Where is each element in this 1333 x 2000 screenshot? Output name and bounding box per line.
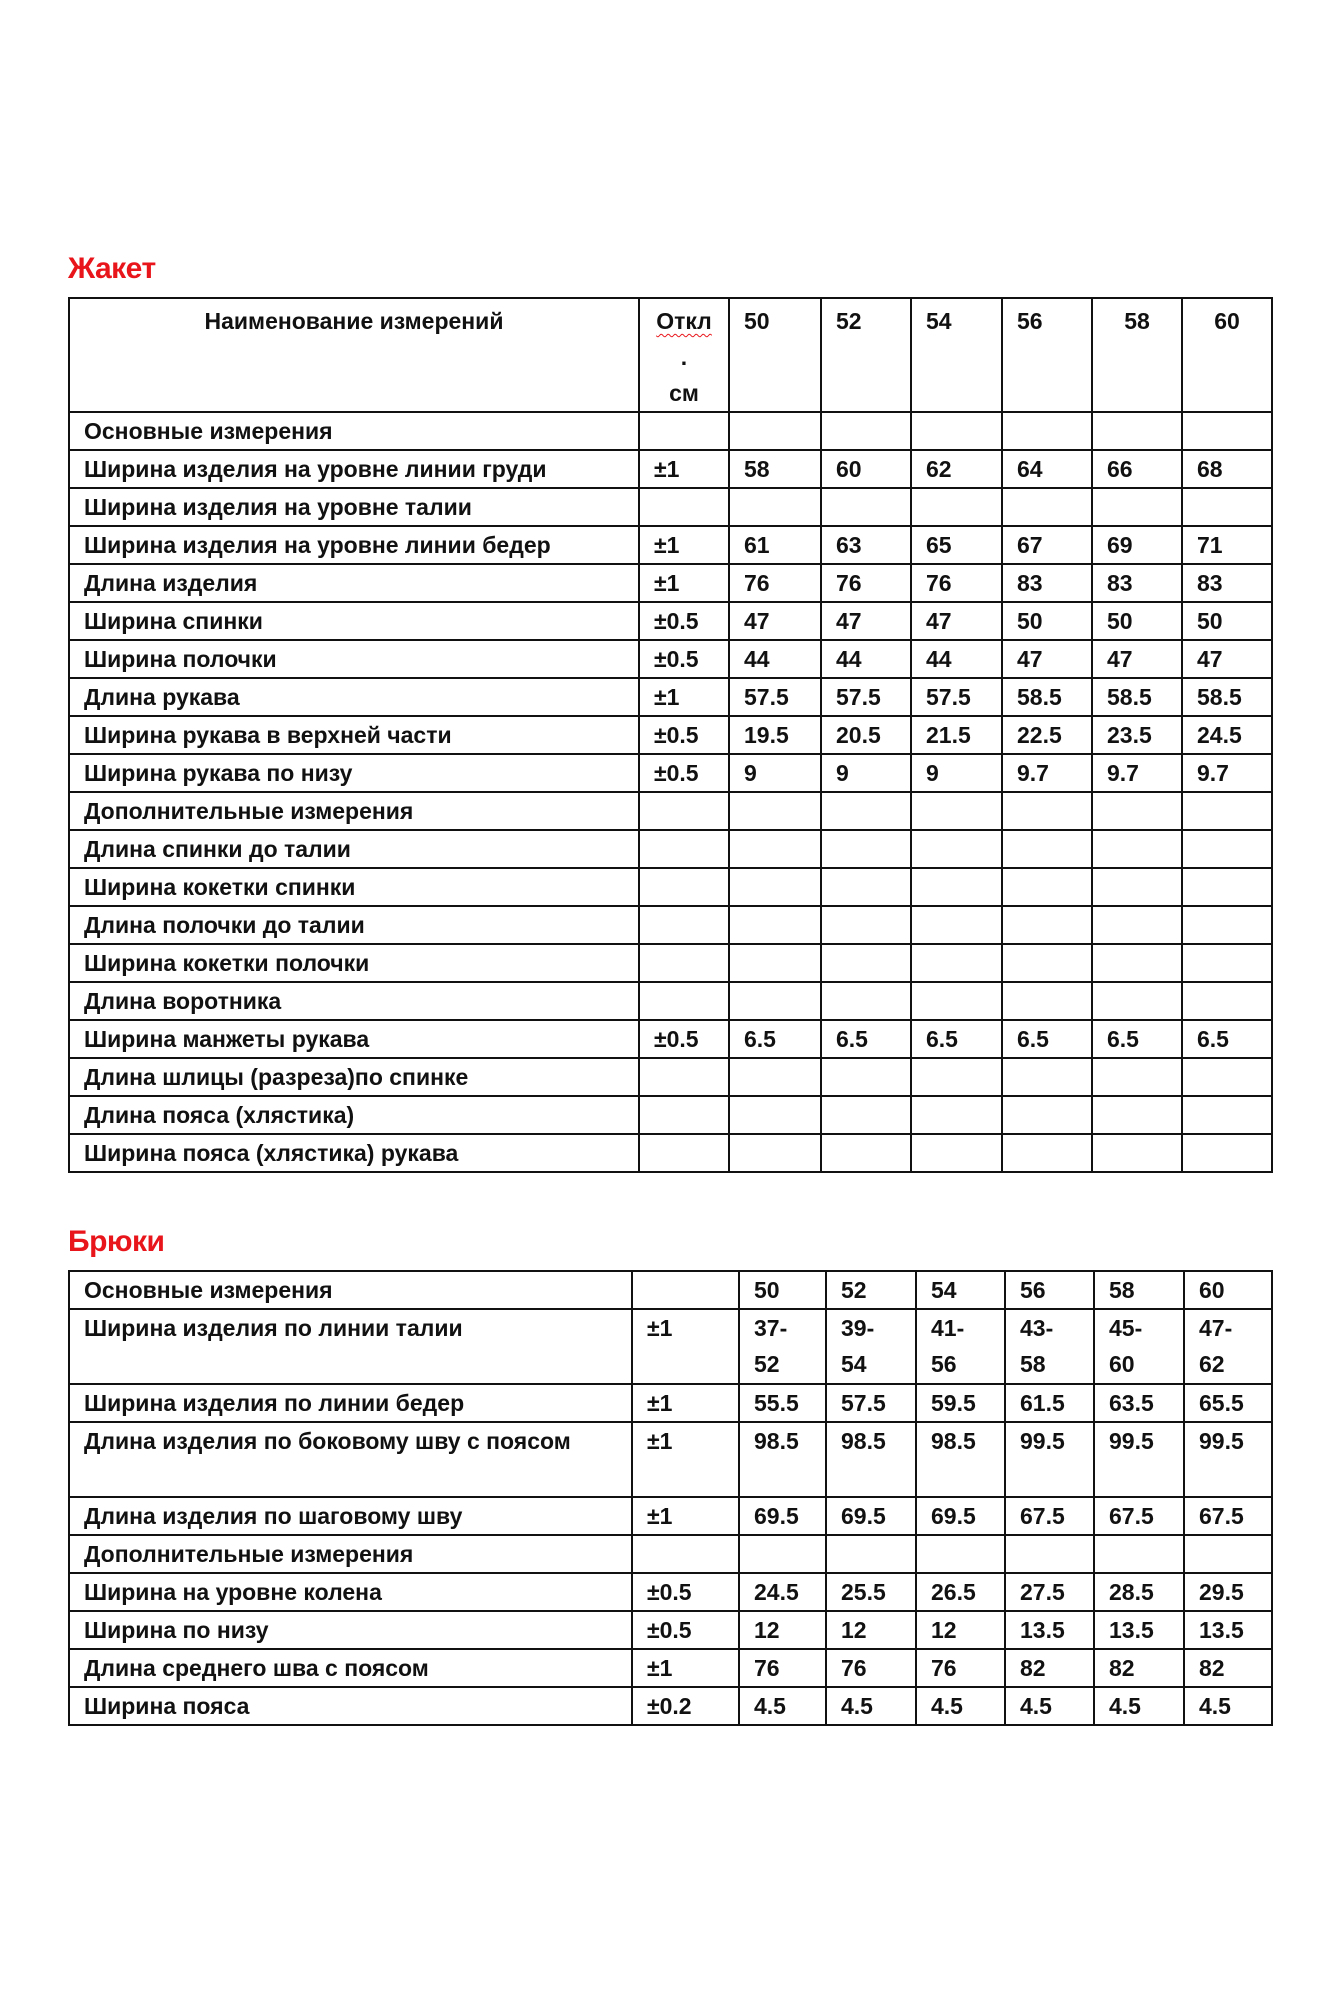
size-value-cell — [1182, 944, 1272, 982]
size-value-cell: 47 — [1002, 640, 1092, 678]
jacket-section-title: Жакет — [68, 252, 156, 285]
table-row — [69, 1573, 1272, 1611]
tolerance-cell: ±0.5 — [639, 602, 729, 640]
size-value-cell: 12 — [739, 1611, 826, 1649]
size-value-cell: 47- 62 — [1184, 1309, 1272, 1384]
tolerance-cell — [639, 906, 729, 944]
size-value-cell — [911, 944, 1002, 982]
size-value-cell — [821, 1134, 911, 1172]
measurement-name: Ширина рукава в верхней части — [69, 716, 639, 754]
size-value-cell — [1184, 1535, 1272, 1573]
tolerance-cell — [639, 1096, 729, 1134]
table-row — [69, 754, 1272, 792]
size-value-cell: 69 — [1092, 526, 1182, 564]
size-value-cell: 26.5 — [916, 1573, 1005, 1611]
tolerance-cell: ±0.5 — [639, 716, 729, 754]
size-value-cell — [1092, 982, 1182, 1020]
size-value-cell — [1182, 906, 1272, 944]
size-value-cell: 27.5 — [1005, 1573, 1094, 1611]
size-value-cell — [729, 982, 821, 1020]
tolerance-cell: ±1 — [639, 450, 729, 488]
size-value-cell — [1182, 868, 1272, 906]
measurement-name: Длина рукава — [69, 678, 639, 716]
size-header-50: 50 — [739, 1271, 826, 1309]
size-value-cell — [821, 1058, 911, 1096]
table-row — [69, 1687, 1272, 1725]
size-value-cell: 57.5 — [821, 678, 911, 716]
size-header-52: 52 — [826, 1271, 916, 1309]
tolerance-cell: ±1 — [632, 1649, 739, 1687]
size-value-cell: 57.5 — [911, 678, 1002, 716]
measurement-name: Ширина пояса (хлястика) рукава — [69, 1134, 639, 1172]
tolerance-header-line3: см — [669, 380, 699, 406]
tolerance-cell: ±0.5 — [632, 1573, 739, 1611]
table-row — [69, 1422, 1272, 1497]
size-value-cell: 58.5 — [1182, 678, 1272, 716]
size-value-cell — [729, 488, 821, 526]
tolerance-cell — [639, 982, 729, 1020]
measurement-name: Длина среднего шва с поясом — [69, 1649, 632, 1687]
tolerance-cell — [639, 1134, 729, 1172]
measurement-name: Ширина пояса — [69, 1687, 632, 1725]
tolerance-cell — [639, 412, 729, 450]
measurement-name: Длина спинки до талии — [69, 830, 639, 868]
tolerance-cell: ±1 — [632, 1497, 739, 1535]
size-value-cell: 4.5 — [739, 1687, 826, 1725]
size-value-cell: 64 — [1002, 450, 1092, 488]
tolerance-cell — [639, 830, 729, 868]
size-header-58: 58 — [1094, 1271, 1184, 1309]
tolerance-cell — [639, 488, 729, 526]
size-value-cell — [821, 830, 911, 868]
size-value-cell: 4.5 — [826, 1687, 916, 1725]
size-value-cell: 47 — [821, 602, 911, 640]
measurement-name: Ширина изделия на уровне талии — [69, 488, 639, 526]
tolerance-cell: ±0.5 — [639, 754, 729, 792]
size-value-cell: 83 — [1182, 564, 1272, 602]
size-value-cell: 60 — [821, 450, 911, 488]
size-value-cell: 68 — [1182, 450, 1272, 488]
size-value-cell: 6.5 — [911, 1020, 1002, 1058]
size-value-cell: 19.5 — [729, 716, 821, 754]
size-value-cell: 4.5 — [916, 1687, 1005, 1725]
measurement-name: Ширина кокетки спинки — [69, 868, 639, 906]
size-header-56: 56 — [1005, 1271, 1094, 1309]
table-row — [69, 1497, 1272, 1535]
table-row — [69, 906, 1272, 944]
size-value-cell — [1182, 1058, 1272, 1096]
size-value-cell: 9 — [821, 754, 911, 792]
tolerance-cell: ±1 — [632, 1384, 739, 1422]
trousers-size-table — [68, 1270, 1273, 1726]
table-row — [69, 830, 1272, 868]
size-value-cell — [911, 1058, 1002, 1096]
size-value-cell — [1002, 792, 1092, 830]
size-value-cell: 6.5 — [1002, 1020, 1092, 1058]
size-value-cell: 43- 58 — [1005, 1309, 1094, 1384]
size-value-cell — [1182, 1096, 1272, 1134]
measurement-name: Длина шлицы (разреза)по спинке — [69, 1058, 639, 1096]
size-value-cell — [1094, 1535, 1184, 1573]
size-value-cell — [1002, 906, 1092, 944]
size-value-cell — [1002, 982, 1092, 1020]
size-value-cell: 61 — [729, 526, 821, 564]
size-value-cell: 44 — [911, 640, 1002, 678]
tolerance-cell — [639, 792, 729, 830]
size-value-cell: 82 — [1094, 1649, 1184, 1687]
size-value-cell: 9.7 — [1092, 754, 1182, 792]
measurement-name: Длина изделия — [69, 564, 639, 602]
size-value-cell: 41- 56 — [916, 1309, 1005, 1384]
table-row — [69, 1535, 1272, 1573]
measurement-name: Длина пояса (хлястика) — [69, 1096, 639, 1134]
table-row — [69, 1134, 1272, 1172]
tolerance-cell: ±1 — [632, 1422, 739, 1497]
size-value-cell — [729, 944, 821, 982]
size-value-cell: 47 — [1092, 640, 1182, 678]
size-value-cell: 58.5 — [1092, 678, 1182, 716]
size-value-cell: 9.7 — [1182, 754, 1272, 792]
table-row — [69, 1020, 1272, 1058]
size-value-cell — [729, 868, 821, 906]
size-value-cell — [1092, 1058, 1182, 1096]
size-value-cell: 65.5 — [1184, 1384, 1272, 1422]
size-value-cell: 47 — [729, 602, 821, 640]
size-value-cell: 55.5 — [739, 1384, 826, 1422]
trousers-header-tolerance — [632, 1271, 739, 1309]
size-value-cell: 6.5 — [729, 1020, 821, 1058]
tolerance-header-line2: . — [680, 344, 688, 370]
size-value-cell: 59.5 — [916, 1384, 1005, 1422]
size-value-cell: 13.5 — [1094, 1611, 1184, 1649]
size-value-cell: 9.7 — [1002, 754, 1092, 792]
size-header-54: 54 — [916, 1271, 1005, 1309]
tolerance-cell: ±0.5 — [632, 1611, 739, 1649]
size-value-cell: 12 — [826, 1611, 916, 1649]
size-value-cell — [1002, 412, 1092, 450]
size-value-cell: 76 — [739, 1649, 826, 1687]
size-value-cell — [729, 1134, 821, 1172]
jacket-header-row — [69, 298, 1272, 412]
table-row — [69, 1096, 1272, 1134]
size-value-cell — [1092, 792, 1182, 830]
tolerance-cell — [639, 944, 729, 982]
table-row — [69, 868, 1272, 906]
table-row — [69, 488, 1272, 526]
measurement-name: Длина изделия по боковому шву с поясом — [69, 1422, 632, 1497]
size-value-cell: 98.5 — [916, 1422, 1005, 1497]
table-row — [69, 526, 1272, 564]
size-value-cell — [1092, 1134, 1182, 1172]
size-value-cell — [911, 488, 1002, 526]
table-row — [69, 602, 1272, 640]
measurement-name: Ширина манжеты рукава — [69, 1020, 639, 1058]
size-value-cell — [1092, 830, 1182, 868]
size-value-cell — [1005, 1535, 1094, 1573]
table-row — [69, 678, 1272, 716]
size-value-cell — [1182, 982, 1272, 1020]
size-value-cell — [911, 868, 1002, 906]
size-value-cell — [1092, 1096, 1182, 1134]
size-value-cell — [821, 1096, 911, 1134]
size-value-cell: 63 — [821, 526, 911, 564]
size-value-cell: 76 — [916, 1649, 1005, 1687]
size-header-60: 60 — [1182, 298, 1272, 412]
table-row — [69, 1384, 1272, 1422]
size-value-cell: 58.5 — [1002, 678, 1092, 716]
size-value-cell — [1182, 830, 1272, 868]
table-row — [69, 982, 1272, 1020]
size-value-cell: 47 — [911, 602, 1002, 640]
size-value-cell — [1002, 488, 1092, 526]
size-value-cell: 13.5 — [1005, 1611, 1094, 1649]
table-row — [69, 944, 1272, 982]
size-value-cell: 69.5 — [739, 1497, 826, 1535]
table-row — [69, 1611, 1272, 1649]
size-value-cell — [1182, 1134, 1272, 1172]
trousers-section-title: Брюки — [68, 1225, 165, 1258]
measurement-name: Ширина полочки — [69, 640, 639, 678]
measurement-name: Ширина изделия по линии талии — [69, 1309, 632, 1384]
size-value-cell: 21.5 — [911, 716, 1002, 754]
table-row — [69, 450, 1272, 488]
table-row — [69, 564, 1272, 602]
size-value-cell: 4.5 — [1005, 1687, 1094, 1725]
size-value-cell — [821, 412, 911, 450]
size-value-cell — [1182, 412, 1272, 450]
size-value-cell — [729, 1096, 821, 1134]
size-value-cell: 57.5 — [729, 678, 821, 716]
size-value-cell: 6.5 — [1182, 1020, 1272, 1058]
tolerance-cell: ±0.2 — [632, 1687, 739, 1725]
size-value-cell — [1002, 1096, 1092, 1134]
size-value-cell: 67.5 — [1005, 1497, 1094, 1535]
size-value-cell — [911, 1096, 1002, 1134]
size-value-cell — [821, 944, 911, 982]
table-row — [69, 1058, 1272, 1096]
size-value-cell — [1002, 1134, 1092, 1172]
table-row — [69, 716, 1272, 754]
measurement-name: Дополнительные измерения — [69, 792, 639, 830]
measurement-name: Длина изделия по шаговому шву — [69, 1497, 632, 1535]
size-value-cell: 82 — [1005, 1649, 1094, 1687]
size-value-cell: 50 — [1092, 602, 1182, 640]
tolerance-header-line1: Откл — [656, 308, 712, 334]
tolerance-cell — [639, 1058, 729, 1096]
size-value-cell — [729, 830, 821, 868]
size-value-cell — [821, 792, 911, 830]
measurement-name: Ширина изделия по линии бедер — [69, 1384, 632, 1422]
table-row — [69, 412, 1272, 450]
measurement-name: Ширина по низу — [69, 1611, 632, 1649]
size-value-cell — [821, 488, 911, 526]
size-value-cell: 99.5 — [1184, 1422, 1272, 1497]
size-header-54: 54 — [911, 298, 1002, 412]
size-value-cell: 61.5 — [1005, 1384, 1094, 1422]
size-value-cell — [1002, 830, 1092, 868]
size-value-cell: 57.5 — [826, 1384, 916, 1422]
size-header-56: 56 — [1002, 298, 1092, 412]
size-value-cell — [911, 982, 1002, 1020]
size-value-cell: 62 — [911, 450, 1002, 488]
size-value-cell: 28.5 — [1094, 1573, 1184, 1611]
size-value-cell — [1092, 488, 1182, 526]
size-value-cell — [911, 830, 1002, 868]
size-value-cell — [911, 906, 1002, 944]
table-row — [69, 640, 1272, 678]
size-value-cell: 83 — [1092, 564, 1182, 602]
size-value-cell: 67.5 — [1184, 1497, 1272, 1535]
size-value-cell: 99.5 — [1094, 1422, 1184, 1497]
measurement-name: Ширина рукава по низу — [69, 754, 639, 792]
measurement-name: Ширина изделия на уровне линии бедер — [69, 526, 639, 564]
size-value-cell: 45- 60 — [1094, 1309, 1184, 1384]
size-value-cell — [729, 1058, 821, 1096]
trousers-header-name: Основные измерения — [69, 1271, 632, 1309]
size-value-cell: 6.5 — [1092, 1020, 1182, 1058]
tolerance-cell: ±1 — [639, 564, 729, 602]
size-value-cell: 58 — [729, 450, 821, 488]
tolerance-cell: ±1 — [632, 1309, 739, 1384]
trousers-header-row — [69, 1271, 1272, 1309]
size-value-cell: 25.5 — [826, 1573, 916, 1611]
tolerance-header — [639, 298, 729, 412]
size-value-cell — [1002, 944, 1092, 982]
size-value-cell: 76 — [821, 564, 911, 602]
size-value-cell — [911, 792, 1002, 830]
size-value-cell: 39- 54 — [826, 1309, 916, 1384]
measurement-name: Длина воротника — [69, 982, 639, 1020]
table-row — [69, 1649, 1272, 1687]
size-value-cell: 82 — [1184, 1649, 1272, 1687]
size-value-cell: 67.5 — [1094, 1497, 1184, 1535]
size-value-cell: 98.5 — [826, 1422, 916, 1497]
size-value-cell: 13.5 — [1184, 1611, 1272, 1649]
size-value-cell — [729, 906, 821, 944]
tolerance-cell — [632, 1535, 739, 1573]
size-header-50: 50 — [729, 298, 821, 412]
size-value-cell: 22.5 — [1002, 716, 1092, 754]
size-value-cell — [1182, 488, 1272, 526]
size-value-cell — [1182, 792, 1272, 830]
size-value-cell: 63.5 — [1094, 1384, 1184, 1422]
size-value-cell: 50 — [1182, 602, 1272, 640]
size-value-cell — [916, 1535, 1005, 1573]
size-value-cell: 4.5 — [1094, 1687, 1184, 1725]
size-value-cell: 76 — [826, 1649, 916, 1687]
size-value-cell: 66 — [1092, 450, 1182, 488]
size-value-cell — [826, 1535, 916, 1573]
size-value-cell: 9 — [729, 754, 821, 792]
jacket-size-table — [68, 297, 1273, 1173]
measurement-name-header: Наименование измерений — [69, 298, 639, 412]
size-header-58: 58 — [1092, 298, 1182, 412]
size-value-cell: 37- 52 — [739, 1309, 826, 1384]
size-value-cell: 69.5 — [826, 1497, 916, 1535]
size-value-cell — [729, 792, 821, 830]
size-value-cell: 71 — [1182, 526, 1272, 564]
size-value-cell: 24.5 — [1182, 716, 1272, 754]
tolerance-cell: ±0.5 — [639, 1020, 729, 1058]
measurement-name: Ширина спинки — [69, 602, 639, 640]
size-value-cell — [821, 906, 911, 944]
size-value-cell — [1092, 906, 1182, 944]
size-value-cell: 12 — [916, 1611, 1005, 1649]
size-value-cell: 65 — [911, 526, 1002, 564]
measurement-name: Дополнительные измерения — [69, 1535, 632, 1573]
size-value-cell: 6.5 — [821, 1020, 911, 1058]
size-value-cell — [1092, 944, 1182, 982]
size-value-cell: 76 — [729, 564, 821, 602]
size-value-cell: 67 — [1002, 526, 1092, 564]
tolerance-cell: ±0.5 — [639, 640, 729, 678]
size-value-cell: 44 — [821, 640, 911, 678]
size-value-cell — [1092, 412, 1182, 450]
size-value-cell — [729, 412, 821, 450]
size-value-cell — [821, 982, 911, 1020]
size-value-cell — [911, 1134, 1002, 1172]
size-value-cell: 98.5 — [739, 1422, 826, 1497]
size-value-cell: 4.5 — [1184, 1687, 1272, 1725]
size-value-cell: 29.5 — [1184, 1573, 1272, 1611]
measurement-name: Основные измерения — [69, 412, 639, 450]
size-value-cell — [1002, 1058, 1092, 1096]
tolerance-cell — [639, 868, 729, 906]
size-value-cell: 20.5 — [821, 716, 911, 754]
measurement-name: Длина полочки до талии — [69, 906, 639, 944]
table-row — [69, 1309, 1272, 1384]
size-value-cell: 69.5 — [916, 1497, 1005, 1535]
size-value-cell: 23.5 — [1092, 716, 1182, 754]
size-value-cell: 24.5 — [739, 1573, 826, 1611]
size-value-cell: 44 — [729, 640, 821, 678]
size-value-cell — [821, 868, 911, 906]
size-header-52: 52 — [821, 298, 911, 412]
size-value-cell — [1092, 868, 1182, 906]
size-value-cell — [911, 412, 1002, 450]
tolerance-cell: ±1 — [639, 678, 729, 716]
size-value-cell: 9 — [911, 754, 1002, 792]
size-value-cell: 99.5 — [1005, 1422, 1094, 1497]
measurement-name: Ширина на уровне колена — [69, 1573, 632, 1611]
size-value-cell: 50 — [1002, 602, 1092, 640]
size-value-cell — [1002, 868, 1092, 906]
size-value-cell: 76 — [911, 564, 1002, 602]
measurement-name: Ширина кокетки полочки — [69, 944, 639, 982]
size-value-cell — [739, 1535, 826, 1573]
table-row — [69, 792, 1272, 830]
size-header-60: 60 — [1184, 1271, 1272, 1309]
measurement-name: Ширина изделия на уровне линии груди — [69, 450, 639, 488]
tolerance-cell: ±1 — [639, 526, 729, 564]
size-value-cell: 83 — [1002, 564, 1092, 602]
size-value-cell: 47 — [1182, 640, 1272, 678]
